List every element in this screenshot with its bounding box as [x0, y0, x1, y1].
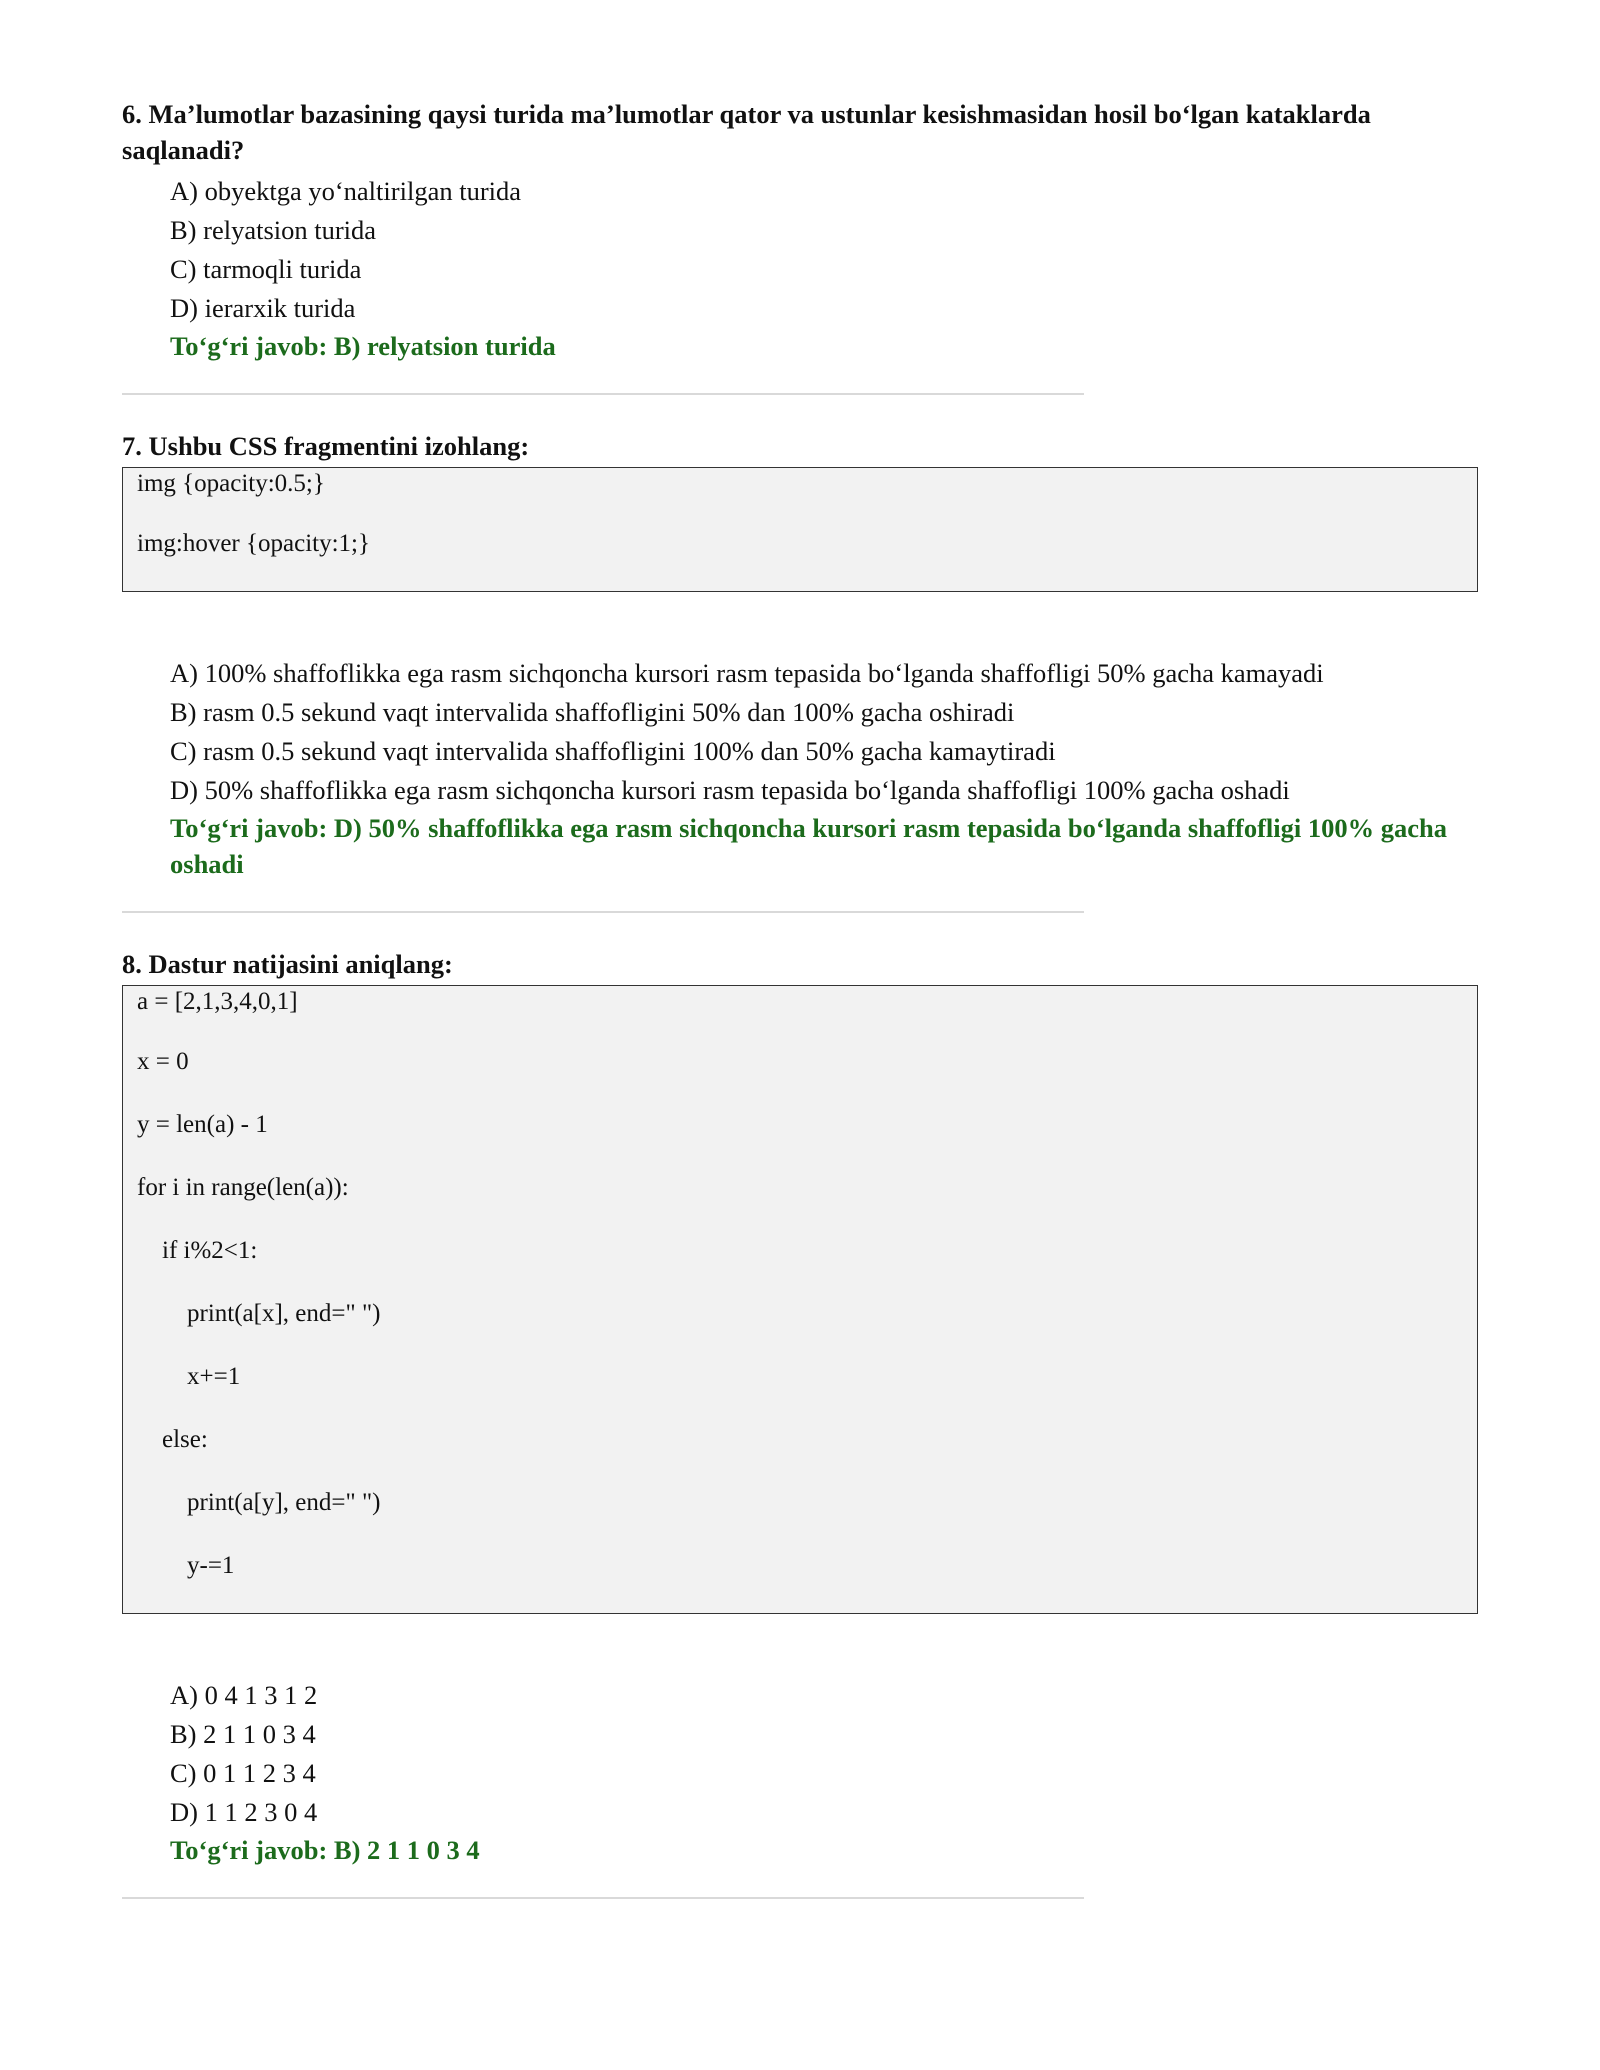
question-8-option-c: C) 0 1 1 2 3 4 — [170, 1758, 316, 1788]
separator-line — [122, 393, 1084, 395]
question-8-code-box — [122, 985, 1478, 1614]
question-7-answer: To‘g‘ri javob: D) 50% shaffoflikka ega rasm sichqoncha kursori rasm tepasida bo‘lganda shaffofligi 100% gacha oshadi — [170, 813, 1447, 879]
code-line: x = 0 — [137, 1048, 189, 1075]
code-line: else: — [137, 1426, 208, 1453]
question-7-options — [170, 654, 1478, 810]
question-8-option-d: D) 1 1 2 3 0 4 — [170, 1797, 318, 1827]
question-8-option-b: B) 2 1 1 0 3 4 — [170, 1719, 316, 1749]
question-6-block — [122, 96, 1478, 395]
question-7-option-a: A) 100% shaffoflikka ega rasm sichqoncha kursori rasm tepasida bo‘lganda shaffofligi 50% gacha kamayadi — [170, 658, 1324, 688]
question-8-text: 8. Dastur natijasini aniqlang: — [122, 949, 453, 979]
question-6-option-a: A) obyektga yo‘naltirilgan turida — [170, 176, 522, 206]
code-line: a = [2,1,3,4,0,1] — [137, 988, 298, 1015]
question-6-option-d: D) ierarxik turida — [170, 293, 356, 323]
code-line: x+=1 — [137, 1363, 241, 1390]
question-6-answer: To‘g‘ri javob: B) relyatsion turida — [170, 331, 556, 361]
code-line: print(a[y], end=" ") — [137, 1489, 381, 1516]
question-6-options — [170, 172, 1478, 328]
code-line: if i%2<1: — [137, 1237, 258, 1264]
question-7-code-box — [122, 467, 1478, 592]
question-6-text: 6. Ma’lumotlar bazasining qaysi turida ma’lumotlar qator va ustunlar kesishmasidan hosil bo‘lgan kataklarda saqlanadi? — [122, 99, 1371, 165]
question-8-option-a: A) 0 4 1 3 1 2 — [170, 1680, 318, 1710]
question-8-block — [122, 946, 1478, 1899]
question-7-option-b: B) rasm 0.5 sekund vaqt intervalida shaffofligini 50% dan 100% gacha oshiradi — [170, 697, 1015, 727]
question-8-answer: To‘g‘ri javob: B) 2 1 1 0 3 4 — [170, 1835, 480, 1865]
code-line: img {opacity:0.5;} — [137, 470, 325, 497]
question-7-option-c: C) rasm 0.5 sekund vaqt intervalida shaffofligini 100% dan 50% gacha kamaytiradi — [170, 736, 1056, 766]
question-6-option-c: C) tarmoqli turida — [170, 254, 362, 284]
code-line: img:hover {opacity:1;} — [137, 530, 370, 557]
question-7-block — [122, 428, 1478, 913]
question-7-option-d: D) 50% shaffoflikka ega rasm sichqoncha kursori rasm tepasida bo‘lganda shaffofligi 100% gacha oshadi — [170, 775, 1290, 805]
code-line: for i in range(len(a)): — [137, 1174, 349, 1201]
question-7-text: 7. Ushbu CSS fragmentini izohlang: — [122, 431, 530, 461]
quiz-page — [122, 96, 1478, 1899]
question-6-option-b: B) relyatsion turida — [170, 215, 377, 245]
question-8-options — [170, 1676, 1478, 1832]
code-line: y-=1 — [137, 1552, 235, 1579]
separator-line — [122, 1897, 1084, 1899]
code-line: y = len(a) - 1 — [137, 1111, 268, 1138]
separator-line — [122, 911, 1084, 913]
code-line: print(a[x], end=" ") — [137, 1300, 381, 1327]
